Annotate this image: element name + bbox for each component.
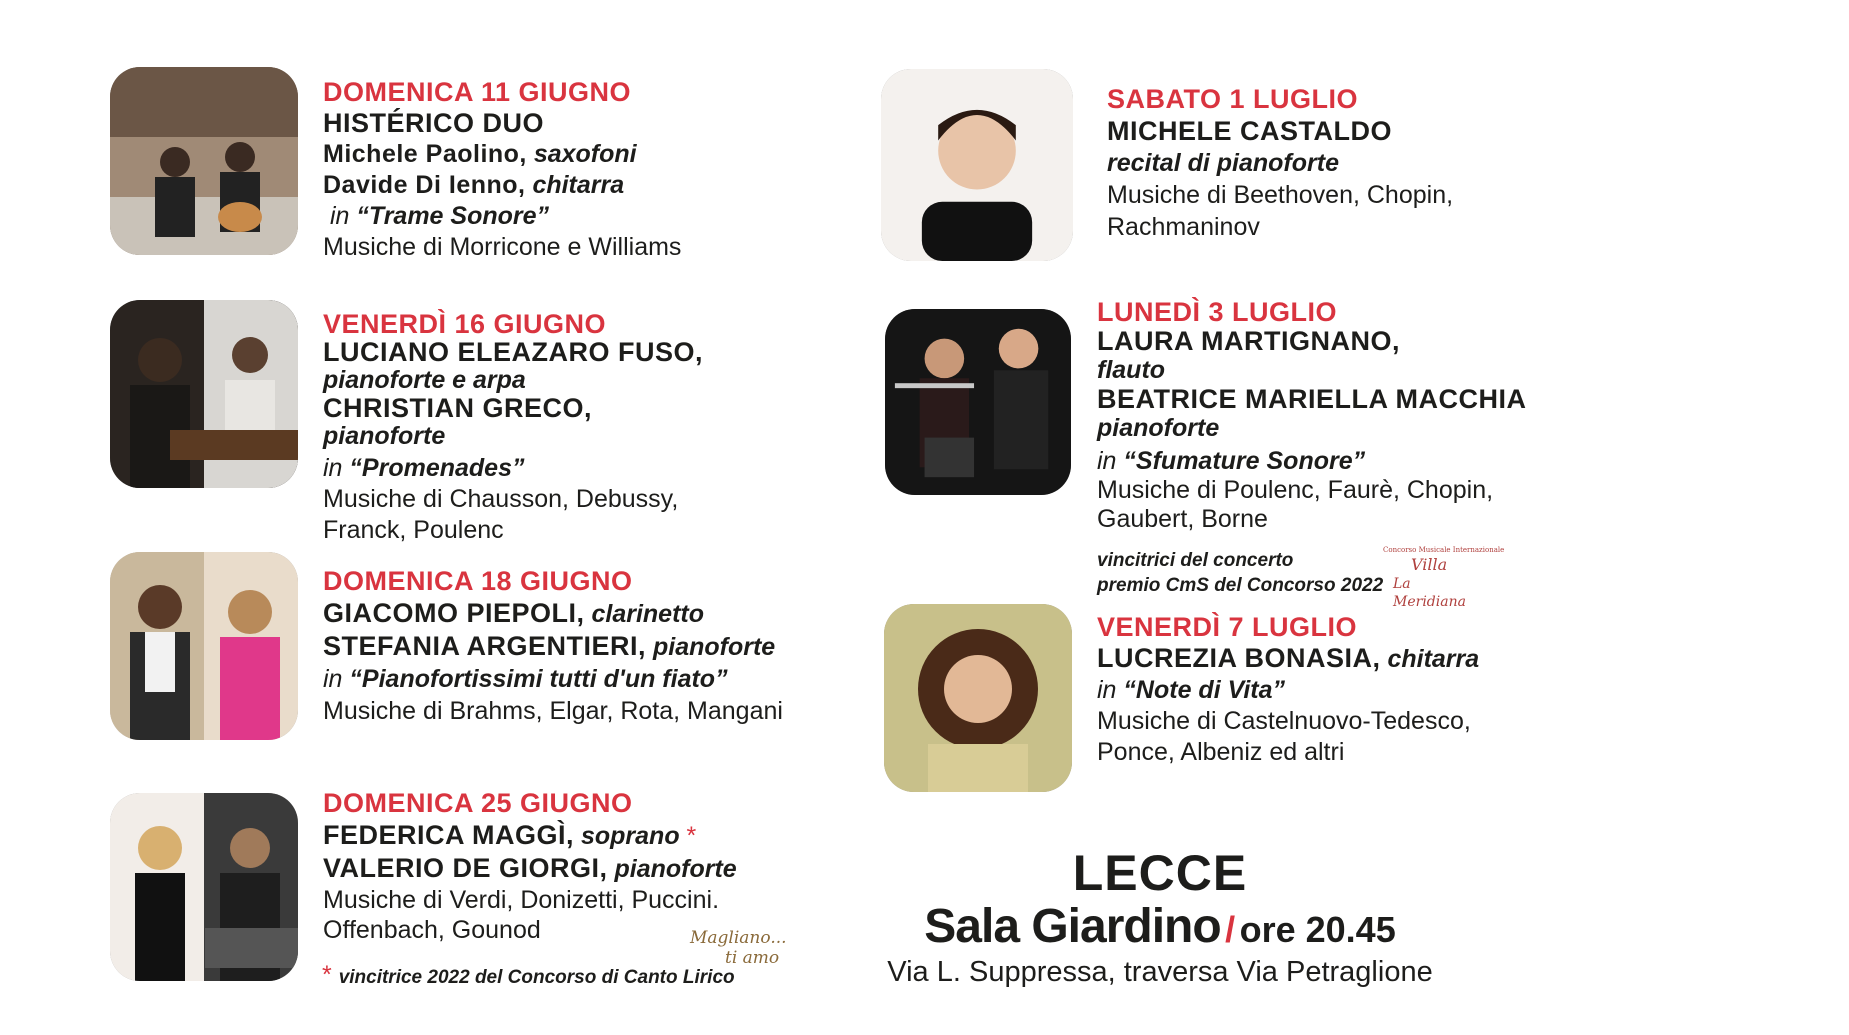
event-6-note	[1097, 548, 1383, 598]
event-title: HISTÉRICO DUO	[323, 108, 545, 138]
venue-city: LECCE	[1072, 845, 1248, 901]
event-photo-histerico-duo	[110, 67, 298, 255]
performer-name: STEFANIA ARGENTIERI,	[323, 631, 647, 661]
event-2-text	[323, 310, 703, 544]
award-note: vincitrici del concerto	[1097, 550, 1294, 571]
event-date: LUNEDÌ 3 LUGLIO	[1097, 297, 1338, 327]
performer-name: VALERIO DE GIORGI,	[323, 853, 608, 883]
performer-role: saxofoni	[533, 140, 637, 168]
program-title: “Trame Sonore”	[356, 202, 550, 230]
event-6-text	[1097, 298, 1526, 534]
in-prefix: in	[329, 202, 350, 230]
event-date: DOMENICA 18 GIUGNO	[323, 566, 633, 596]
performer-name: BEATRICE MARIELLA MACCHIA	[1097, 384, 1527, 414]
music-line: Musiche di Chausson, Debussy,	[323, 485, 679, 513]
award-note: premio CmS del Concorso 2022	[1097, 575, 1384, 596]
performer-name: LUCIANO ELEAZARO FUSO,	[323, 337, 703, 367]
signature-line: Magliano...	[690, 928, 787, 948]
asterisk-mark: *	[322, 961, 332, 989]
event-4-text	[323, 787, 737, 945]
logo-line: Concorso Musicale Internazionale	[1383, 546, 1505, 554]
performer-name: Davide Di Ienno,	[323, 171, 526, 199]
event-date: DOMENICA 11 GIUGNO	[323, 77, 632, 107]
program-title: “Sfumature Sonore”	[1123, 447, 1366, 475]
event-photo-maggi-de-giorgi	[110, 793, 298, 981]
in-prefix: in	[323, 665, 343, 693]
signature-logo	[690, 928, 787, 968]
event-subtitle: recital di pianoforte	[1107, 149, 1339, 177]
venue-address: Via L. Suppressa, traversa Via Petraglione	[887, 956, 1433, 988]
event-photo-bonasia	[884, 604, 1072, 792]
event-4-note	[322, 960, 735, 991]
performer-role: soprano	[580, 822, 680, 850]
music-line: Rachmaninov	[1107, 213, 1260, 241]
performer-name: Michele Paolino,	[323, 140, 527, 168]
venue-separator: /	[1225, 909, 1236, 950]
venue-time: ore 20.45	[1239, 909, 1396, 950]
music-line: Musiche di Beethoven, Chopin,	[1107, 181, 1454, 209]
performer-name: LAURA MARTIGNANO,	[1097, 326, 1400, 356]
performer-role: pianoforte	[323, 422, 446, 450]
performer-role: chitarra	[532, 171, 625, 199]
music-line: Offenbach, Gounod	[323, 916, 541, 944]
performer-role: pianoforte	[652, 633, 776, 661]
program-line	[1097, 675, 1479, 706]
performer-line	[1097, 643, 1479, 675]
performer-role: flauto	[1097, 356, 1166, 384]
performer-name: FEDERICA MAGGÌ,	[323, 820, 575, 850]
music-line: Ponce, Albeniz ed altri	[1097, 738, 1345, 766]
performer-role: chitarra	[1387, 645, 1480, 673]
program-line	[323, 663, 783, 695]
in-prefix: in	[1097, 447, 1117, 475]
performer-role: pianoforte e arpa	[323, 366, 526, 394]
venue-hall: Sala Giardino	[924, 900, 1221, 953]
performer-name: CHRISTIAN GRECO,	[323, 393, 593, 423]
event-date: SABATO 1 LUGLIO	[1107, 84, 1359, 114]
program-title: “Promenades”	[349, 454, 525, 482]
logo-line: Villa	[1411, 555, 1448, 574]
venue-hall-line	[880, 900, 1440, 954]
performer-role: pianoforte	[1097, 414, 1220, 442]
event-1-text	[323, 77, 681, 263]
asterisk-mark: *	[686, 822, 697, 850]
music-line: Musiche di Castelnuovo-Tedesco,	[1097, 707, 1471, 735]
program-title: “Note di Vita”	[1123, 676, 1286, 704]
event-5-text	[1107, 83, 1453, 243]
program-line	[323, 201, 681, 232]
event-date: VENERDÌ 7 LUGLIO	[1097, 612, 1358, 642]
music-line: Musiche di Verdi, Donizetti, Puccini.	[323, 886, 720, 914]
music-line: Musiche di Poulenc, Faurè, Chopin,	[1097, 476, 1494, 504]
villa-la-meridiana-logo	[1383, 546, 1505, 610]
in-prefix: in	[1097, 676, 1117, 704]
event-photo-fuso-greco	[110, 300, 298, 488]
program-title: “Pianofortissimi tutti d'un fiato”	[349, 665, 728, 693]
event-photo-martignano-macchia	[885, 309, 1071, 495]
performer-name: MICHELE CASTALDO	[1107, 116, 1392, 146]
event-date: VENERDÌ 16 GIUGNO	[323, 309, 607, 339]
performer-line	[323, 597, 783, 630]
performer-line	[323, 819, 737, 852]
event-photo-castaldo	[881, 69, 1073, 261]
music-line: Musiche di Morricone e Williams	[323, 233, 682, 261]
venue-block	[880, 846, 1440, 990]
event-photo-piepoli-argentieri	[110, 552, 298, 740]
award-note: vincitrice 2022 del Concorso di Canto Lirico	[338, 967, 735, 988]
music-line: Franck, Poulenc	[323, 516, 504, 544]
event-date: DOMENICA 25 GIUGNO	[323, 788, 633, 818]
music-line: Musiche di Brahms, Elgar, Rota, Mangani	[323, 697, 783, 725]
performer-line	[323, 139, 681, 170]
performer-role: clarinetto	[591, 600, 705, 628]
event-7-text	[1097, 612, 1479, 768]
in-prefix: in	[323, 454, 343, 482]
performer-line	[323, 630, 783, 663]
performer-name: LUCREZIA BONASIA,	[1097, 643, 1381, 673]
signature-line: ti amo	[725, 948, 780, 968]
program-line	[1097, 447, 1526, 476]
event-3-text	[323, 565, 783, 727]
performer-line	[323, 170, 681, 201]
music-line: Gaubert, Borne	[1097, 505, 1268, 533]
logo-line: La Meridiana	[1393, 576, 1466, 610]
performer-role: pianoforte	[614, 855, 737, 883]
program-line	[323, 454, 703, 482]
performer-name: GIACOMO PIEPOLI,	[323, 598, 585, 628]
performer-line	[323, 852, 737, 885]
